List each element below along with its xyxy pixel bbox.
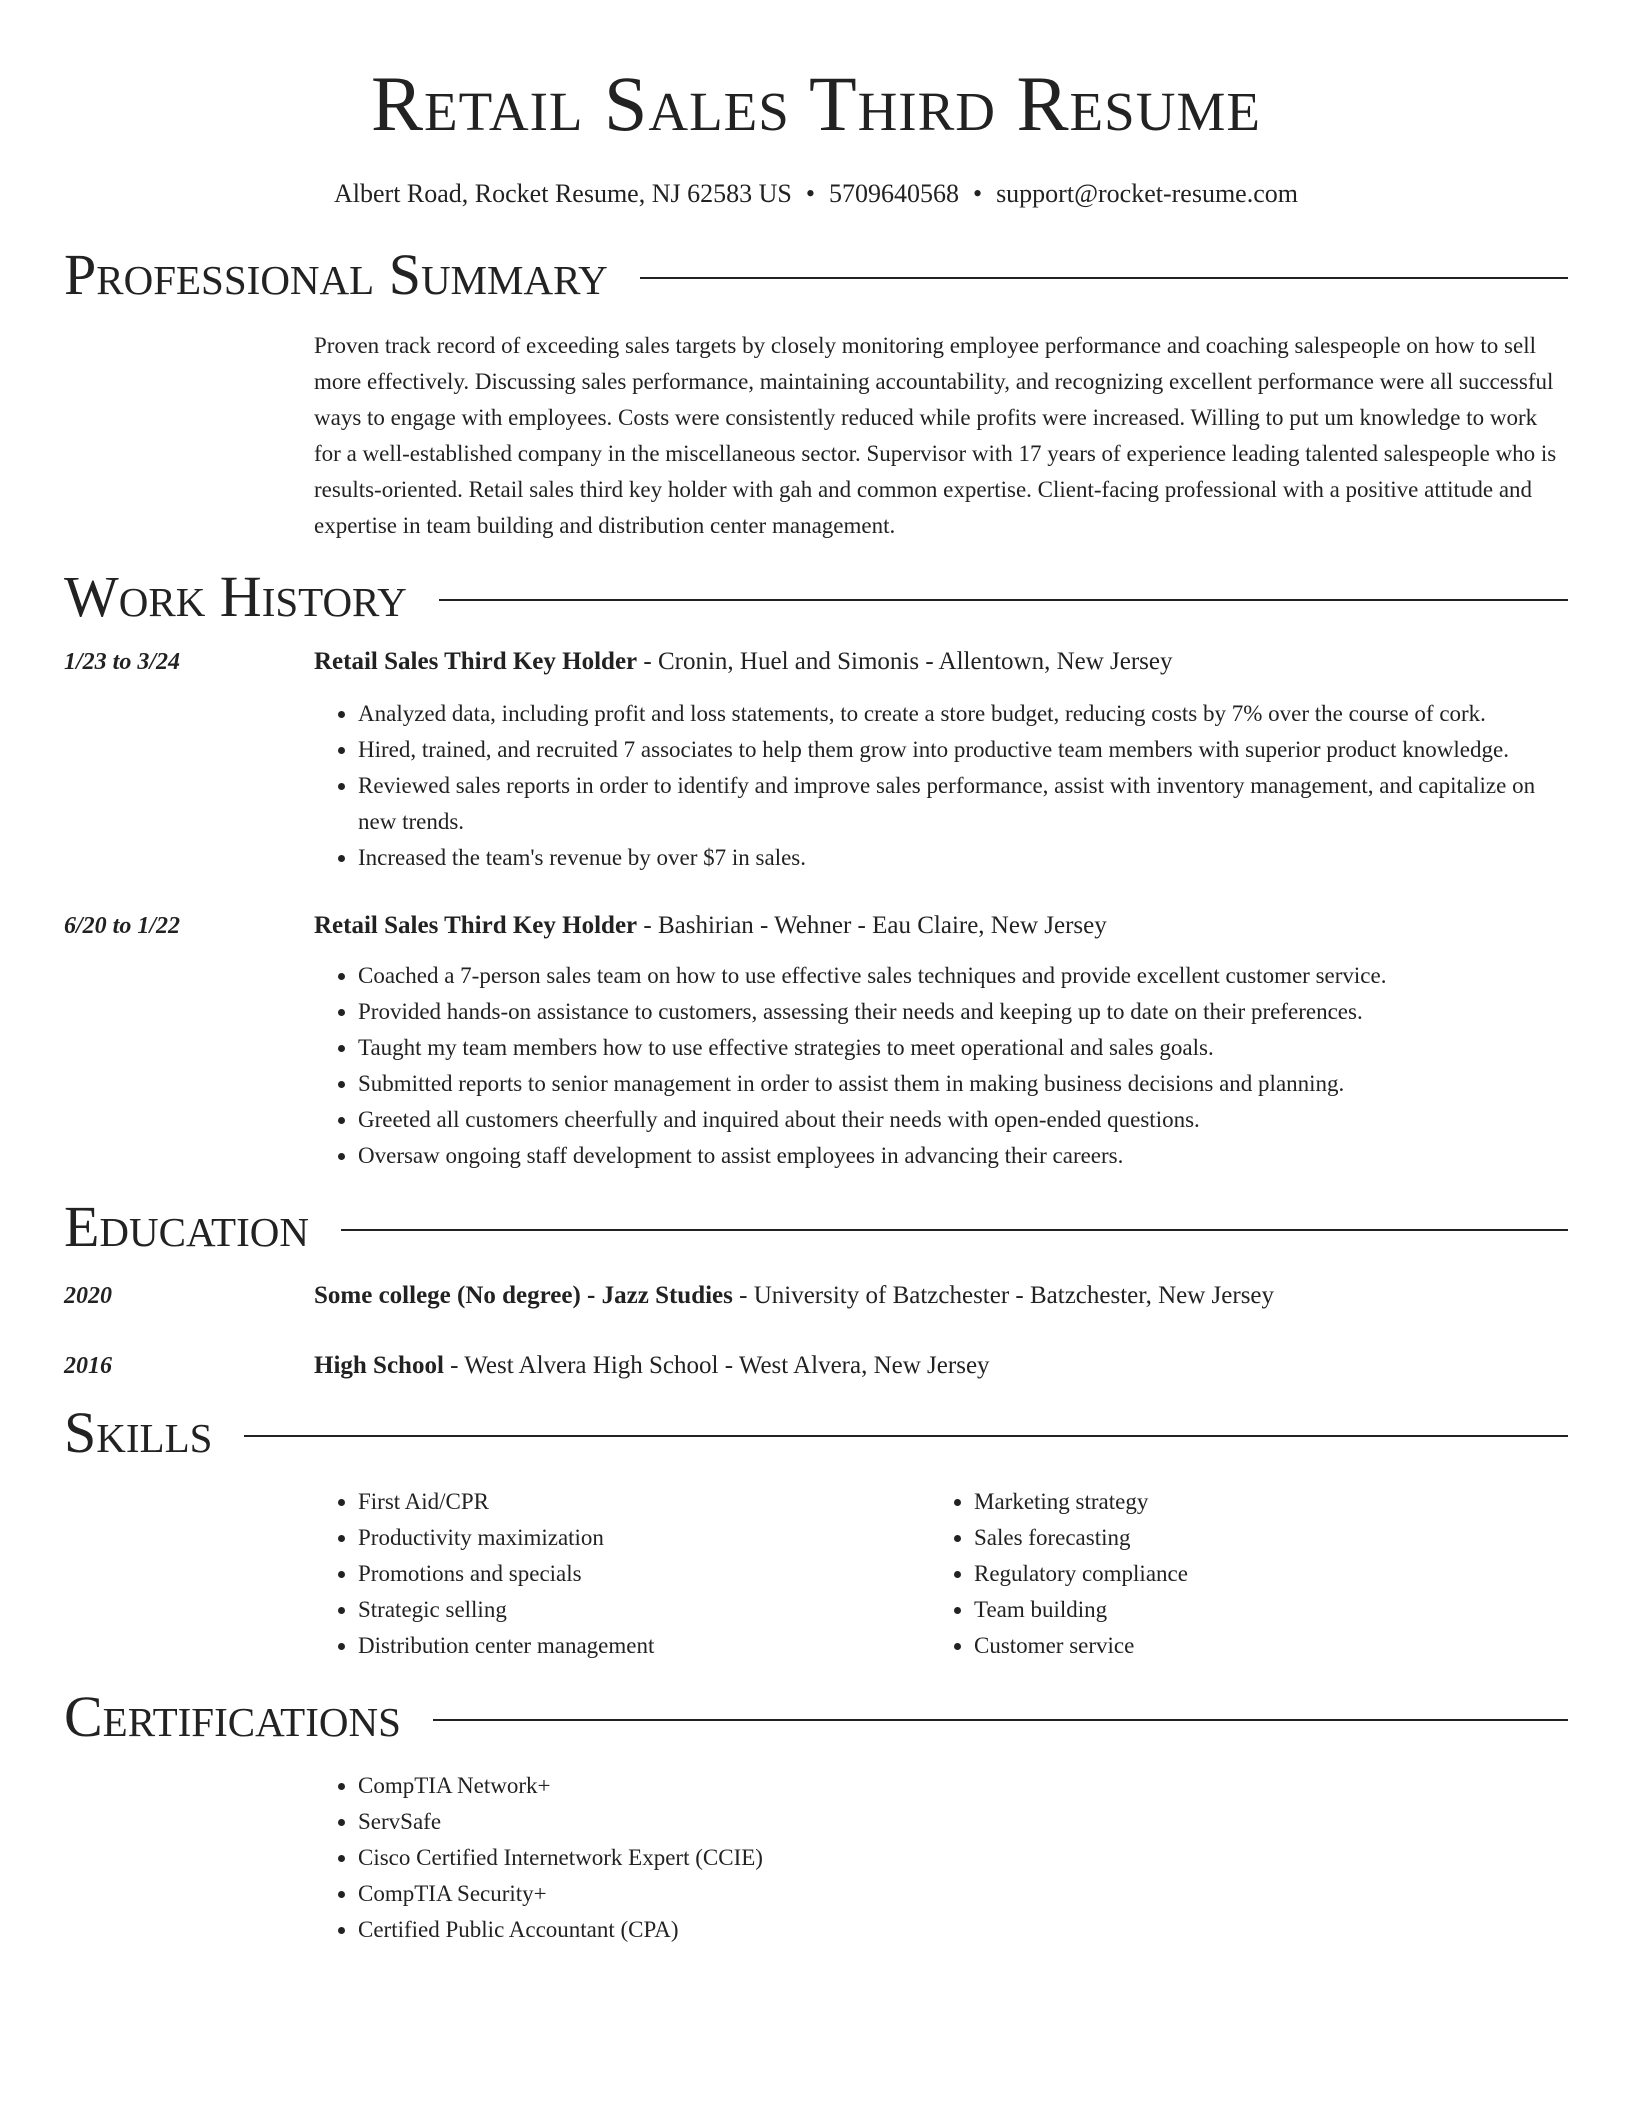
education-section-heading [64,1194,1568,1260]
skills-bullets [314,1484,930,1664]
job-bullet: • Taught my team members how to use effective strategies to meet operational and sales goals. [358,1030,1568,1066]
skill-item: • Productivity maximization [358,1520,930,1556]
certification-item: • CompTIA Network+ [358,1768,1568,1804]
job-entry [64,910,1568,1174]
contact-phone: 5709640568 [828,179,959,208]
certification-item: • Cisco Certified Internetwork Expert (CCIE) [358,1840,1568,1876]
skills-bullets [930,1484,1546,1664]
skill-item: • First Aid/CPR [358,1484,930,1520]
job-entry [64,646,1568,876]
contact-email: support@rocket-resume.com [996,179,1298,208]
job-dates: 1/23 to 3/24 [64,649,181,675]
job-bullet: • Increased the team's revenue by over $7 in sales. [358,840,1568,876]
education-details [314,1280,1568,1312]
job-body [314,646,1568,876]
certification-item: • Certified Public Accountant (CPA) [358,1912,1568,1948]
job-bullet: • Oversaw ongoing staff development to assist employees in advancing their careers. [358,1138,1568,1174]
contact-line [64,178,1568,210]
education-school: - University of Batzchester - Batzchester, New Jersey [732,1282,1275,1309]
education-degree: Some college (No degree) - Jazz Studies [314,1282,733,1309]
job-bullet: • Hired, trained, and recruited 7 associates to help them grow into productive team members with superior product knowledge. [358,732,1568,768]
summary-section-heading [64,242,1568,308]
skill-item: • Regulatory compliance [974,1556,1546,1592]
summary-text: Proven track record of exceeding sales targets by closely monitoring employee performance and coaching salespeople on how to sell more effectively. Discussing sales performance, maintaining accountability, and recognizing excellent performance were all successful ways to engage with employees. Costs were consistently reduced while profits were increased. Willing to put um knowledge to work for a well-established company in the miscellaneous sector. Supervisor with 17 years of experience leading talented salespeople who is results-oriented. Retail sales third key holder with gah and common expertise. Client-facing professional with a positive attitude and expertise in team building and distribution center management. [314,333,1557,538]
section-rule [433,1719,1568,1721]
education-entry [64,1280,1568,1312]
skills-column-right [930,1484,1546,1664]
skill-item: • Strategic selling [358,1592,930,1628]
section-rule [439,599,1568,601]
job-bullet: • Greeted all customers cheerfully and inquired about their needs with open-ended questions. [358,1102,1568,1138]
skill-item: • Promotions and specials [358,1556,930,1592]
skills-list [314,1484,1568,1664]
job-body [314,910,1568,1174]
contact-address: Albert Road, Rocket Resume, NJ 62583 US [334,179,792,208]
education-details [314,1350,1568,1382]
job-bullet: • Provided hands-on assistance to customers, assessing their needs and keeping up to date on their preferences. [358,994,1568,1030]
education-year: 2016 [64,1353,112,1379]
skill-item: • Customer service [974,1628,1546,1664]
education-school: - West Alvera High School - West Alvera, New Jersey [443,1352,990,1379]
job-header [314,646,1568,678]
education-year: 2020 [64,1283,112,1309]
education-entry [64,1350,1568,1382]
contact-separator: • [972,179,983,208]
education-degree: High School [314,1352,444,1379]
skill-item: • Sales forecasting [974,1520,1546,1556]
certification-item: • CompTIA Security+ [358,1876,1568,1912]
skills-column-left [314,1484,930,1664]
certifications-heading-text: Certifications [64,1684,401,1749]
work-heading-text: Work History [64,564,407,629]
summary-heading-text: Professional Summary [64,242,608,307]
certifications-section-heading [64,1684,1568,1750]
skill-item: • Marketing strategy [974,1484,1546,1520]
certifications-list [314,1768,1568,1948]
skills-section-heading [64,1400,1568,1466]
job-dates: 6/20 to 1/22 [64,913,181,939]
education-heading-text: Education [64,1194,309,1259]
resume-page [64,0,1568,1948]
job-title: Retail Sales Third Key Holder [314,648,638,675]
section-rule [341,1229,1568,1231]
job-bullet: • Coached a 7-person sales team on how to use effective sales techniques and provide excellent customer service. [358,958,1568,994]
contact-separator: • [805,179,815,208]
job-details: - Cronin, Huel and Simonis - Allentown, New Jersey [637,648,1173,675]
work-section-heading [64,564,1568,630]
job-bullets [314,958,1568,1174]
job-bullet: • Submitted reports to senior management in order to assist them in making business decisions and planning. [358,1066,1568,1102]
skill-item: • Distribution center management [358,1628,930,1664]
certification-item: • ServSafe [358,1804,1568,1840]
section-rule [640,277,1568,279]
job-details: - Bashirian - Wehner - Eau Claire, New Jersey [637,912,1107,939]
skills-heading-text: Skills [64,1400,213,1465]
job-bullet: • Reviewed sales reports in order to identify and improve sales performance, assist with inventory management, and capitalize on new trends. [358,768,1568,840]
section-rule [244,1435,1568,1437]
job-title: Retail Sales Third Key Holder [314,912,638,939]
job-bullets [314,696,1568,876]
job-bullet: • Analyzed data, including profit and loss statements, to create a store budget, reducing costs by 7% over the course of cork. [358,696,1568,732]
job-header [314,910,1568,942]
skill-item: • Team building [974,1592,1546,1628]
resume-title: Retail Sales Third Resume [371,60,1261,147]
